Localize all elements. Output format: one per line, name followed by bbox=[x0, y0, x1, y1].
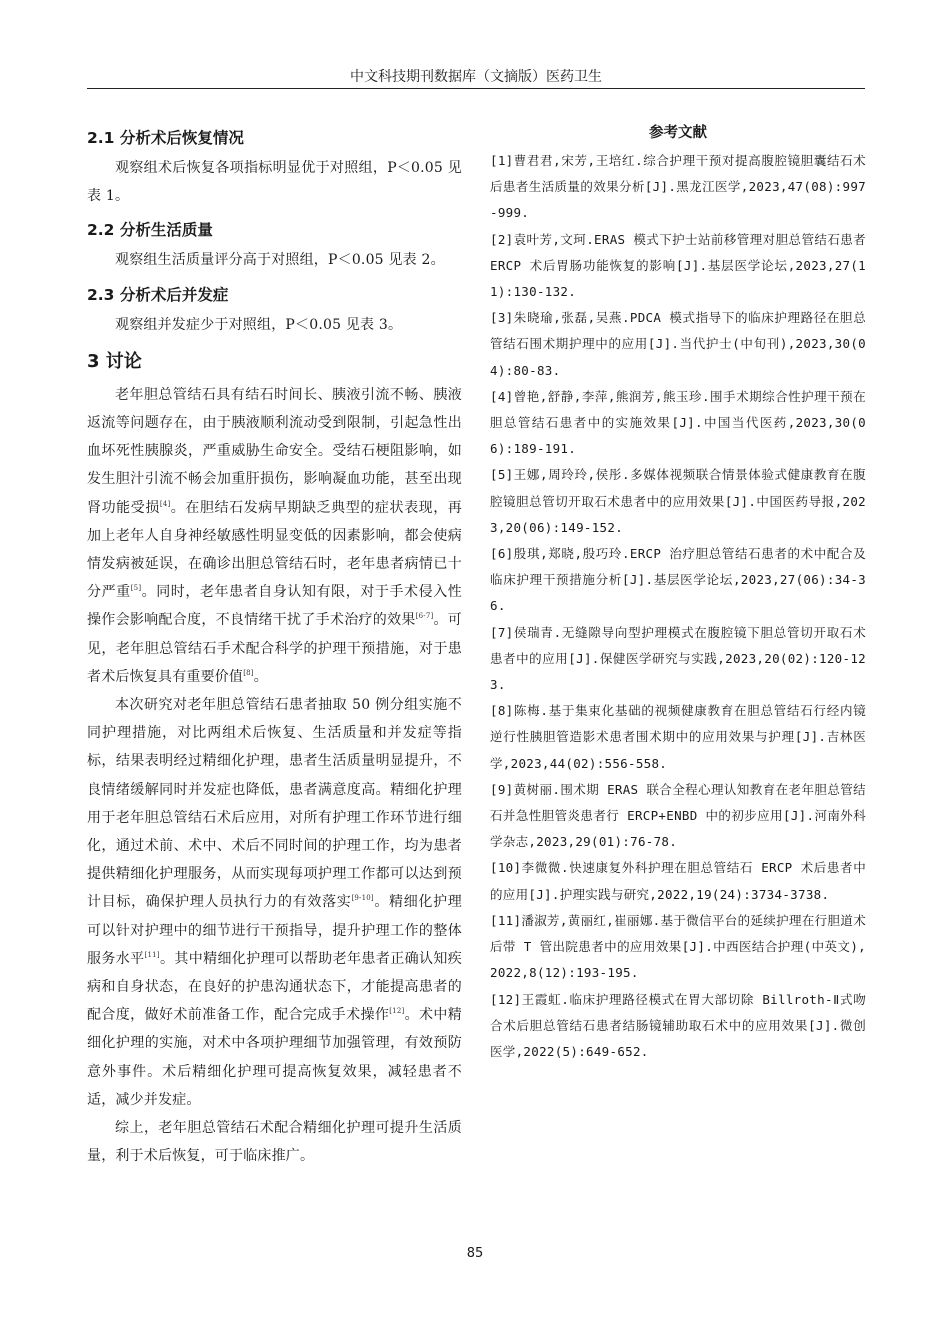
citation: [8] bbox=[243, 668, 254, 677]
reference-item: [6]殷琪,郑晓,殷巧玲.ERCP 治疗胆总管结石患者的术中配合及临床护理干预措施分析[J].基层医学论坛,2023,27(06):34-36. bbox=[490, 546, 866, 614]
citation: [9-10] bbox=[351, 894, 374, 903]
reference-item: [1]曹君君,宋芳,王培红.综合护理干预对提高腹腔镜胆囊结石术后患者生活质量的效果分析[J].黑龙江医学,2023,47(08):997-999. bbox=[490, 153, 866, 221]
section-heading-3: 3 讨论 bbox=[87, 350, 142, 372]
citation: [6-7] bbox=[415, 612, 434, 621]
reference-item: [8]陈梅.基于集束化基础的视频健康教育在胆总管结石行经内镜逆行性胰胆管造影术患者围术期中的应用效果与护理[J].吉林医学,2023,44(02):556-558. bbox=[490, 703, 866, 771]
running-header: 中文科技期刊数据库（文摘版）医药卫生 bbox=[87, 66, 865, 89]
section-heading-2-1: 2.1 分析术后恢复情况 bbox=[87, 129, 244, 147]
text-run: 老年胆总管结石具有结石时间长、胰液引流不畅、胰液返流等问题存在，由于胰液顺利流动受到限制，引起急性出血坏死性胰腺炎，严重威胁生命安全。受结石梗阻影响，如发生胆汁引流不畅会加重肝损伤，影响凝血功能，甚至出现肾功能受损 bbox=[87, 386, 462, 516]
discussion-paragraph-3: 综上，老年胆总管结石术配合精细化护理可提升生活质量，利于术后恢复，可于临床推广。 bbox=[87, 1120, 462, 1165]
text-run: 。术中精细化护理的实施，对术中各项护理细节加强管理，有效预防意外事件。术后精细化护理可提高恢复效果，减轻患者不适，减少并发症。 bbox=[87, 1007, 462, 1108]
discussion-paragraph-2 bbox=[87, 691, 462, 1114]
text-run: 。可见，老年胆总管结石手术配合科学的护理干预措施，对于患者术后恢复具有重要价值 bbox=[87, 612, 462, 685]
reference-item: [3]朱晓瑜,张磊,吴燕.PDCA 模式指导下的临床护理路径在胆总管结石围术期护理中的应用[J].当代护士(中旬刊),2023,30(04):80-83. bbox=[490, 310, 866, 378]
text-run: 。其中精细化护理可以帮助老年患者正确认知疾病和自身状态，在良好的护患沟通状态下，才能提高患者的配合度，做好术前准备工作，配合完成手术操作 bbox=[87, 950, 462, 1024]
reference-item: [9]黄树丽.围术期 ERAS 联合全程心理认知教育在老年胆总管结石并急性胆管炎患者行 ERCP+ENBD 中的初步应用[J].河南外科学杂志,2023,29(01):76-78. bbox=[490, 781, 866, 850]
citation: [11] bbox=[144, 950, 160, 959]
text-run: 本次研究对老年胆总管结石患者抽取 50 例分组实施不同护理措施，对比两组术后恢复、生活质量和并发症等指标，结果表明经过精细化护理，患者生活质量明显提升，不良情绪缓解同时并发症也降低，患者满意度高。精细化护理用于老年胆总管结石术后应用，对所有护理工作环节进行细化，通过术前、术中、术后不同时间的护理工作，均为患者提供精细化护理服务，从而实现每项护理工作都可以达到预计目标，确保护理人员执行力的有效落实 bbox=[87, 697, 462, 911]
reference-item: [7]侯瑞青.无缝隙导向型护理模式在腹腔镜下胆总管切开取石术患者中的应用[J].保健医学研究与实践,2023,20(02):120-123. bbox=[490, 624, 866, 693]
text-run: 。精细化护理可以针对护理中的细节进行干预指导，提升护理工作的整体服务水平 bbox=[87, 894, 462, 967]
references-title: 参考文献 bbox=[649, 125, 707, 141]
section-2-3-text: 观察组并发症少于对照组，P＜0.05 见表 3。 bbox=[115, 316, 403, 333]
text-run: 。在胆结石发病早期缺乏典型的症状表现，再加上老年人自身神经敏感性明显变低的因素影响，都会使病情发病被延误，在确诊出胆总管结石时，老年患者病情已十分严重 bbox=[87, 499, 463, 601]
text-run: 。同时，老年患者自身认知有限，对于手术侵入性操作会影响配合度，不良情绪干扰了手术治疗的效果 bbox=[87, 584, 462, 629]
left-column bbox=[87, 118, 462, 1171]
citation: [5] bbox=[130, 584, 142, 593]
reference-item: [11]潘淑芳,黄丽红,崔丽娜.基于微信平台的延续护理在行胆道术后带 T 管出院患者中的应用效果[J].中西医结合护理(中英文),2022,8(12):193-195. bbox=[490, 912, 866, 981]
reference-item: [12]王霞虹.临床护理路径模式在胃大部切除 Billroth-Ⅱ式吻合术后胆总管结石患者结肠镜辅助取石术中的应用效果[J].微创医学,2022(5):649-652. bbox=[490, 991, 866, 1059]
right-column bbox=[490, 118, 866, 1065]
citation: [4] bbox=[159, 499, 171, 508]
discussion-paragraph-1 bbox=[87, 381, 462, 691]
section-heading-2-3: 2.3 分析术后并发症 bbox=[87, 285, 229, 304]
reference-item: [4]曾艳,舒静,李萍,熊润芳,熊玉珍.围手术期综合性护理干预在胆总管结石患者中的实施效果[J].中国当代医药,2023,30(06):189-191. bbox=[490, 388, 866, 457]
reference-item: [5]王娜,周玲玲,侯彤.多媒体视频联合情景体验式健康教育在腹腔镜胆总管切开取石术患者中的应用效果[J].中国医药导报,2023,20(06):149-152. bbox=[490, 467, 866, 535]
section-2-2-text: 观察组生活质量评分高于对照组，P＜0.05 见表 2。 bbox=[115, 252, 445, 269]
reference-item: [2]袁叶芳,文珂.ERAS 模式下护士站前移管理对胆总管结石患者 ERCP 术后胃肠功能恢复的影响[J].基层医学论坛,2023,27(11):130-132. bbox=[490, 231, 866, 300]
citation: [12] bbox=[389, 1007, 405, 1016]
text-run: 。 bbox=[253, 668, 268, 685]
section-heading-2-2: 2.2 分析生活质量 bbox=[87, 221, 213, 240]
page-number: 85 bbox=[466, 1246, 484, 1261]
section-2-1-text: 观察组术后恢复各项指标明显优于对照组，P＜0.05 见表 1。 bbox=[87, 160, 462, 205]
reference-item: [10]李微微.快速康复外科护理在胆总管结石 ERCP 术后患者中的应用[J].护理实践与研究,2022,19(24):3734-3738. bbox=[490, 860, 866, 902]
